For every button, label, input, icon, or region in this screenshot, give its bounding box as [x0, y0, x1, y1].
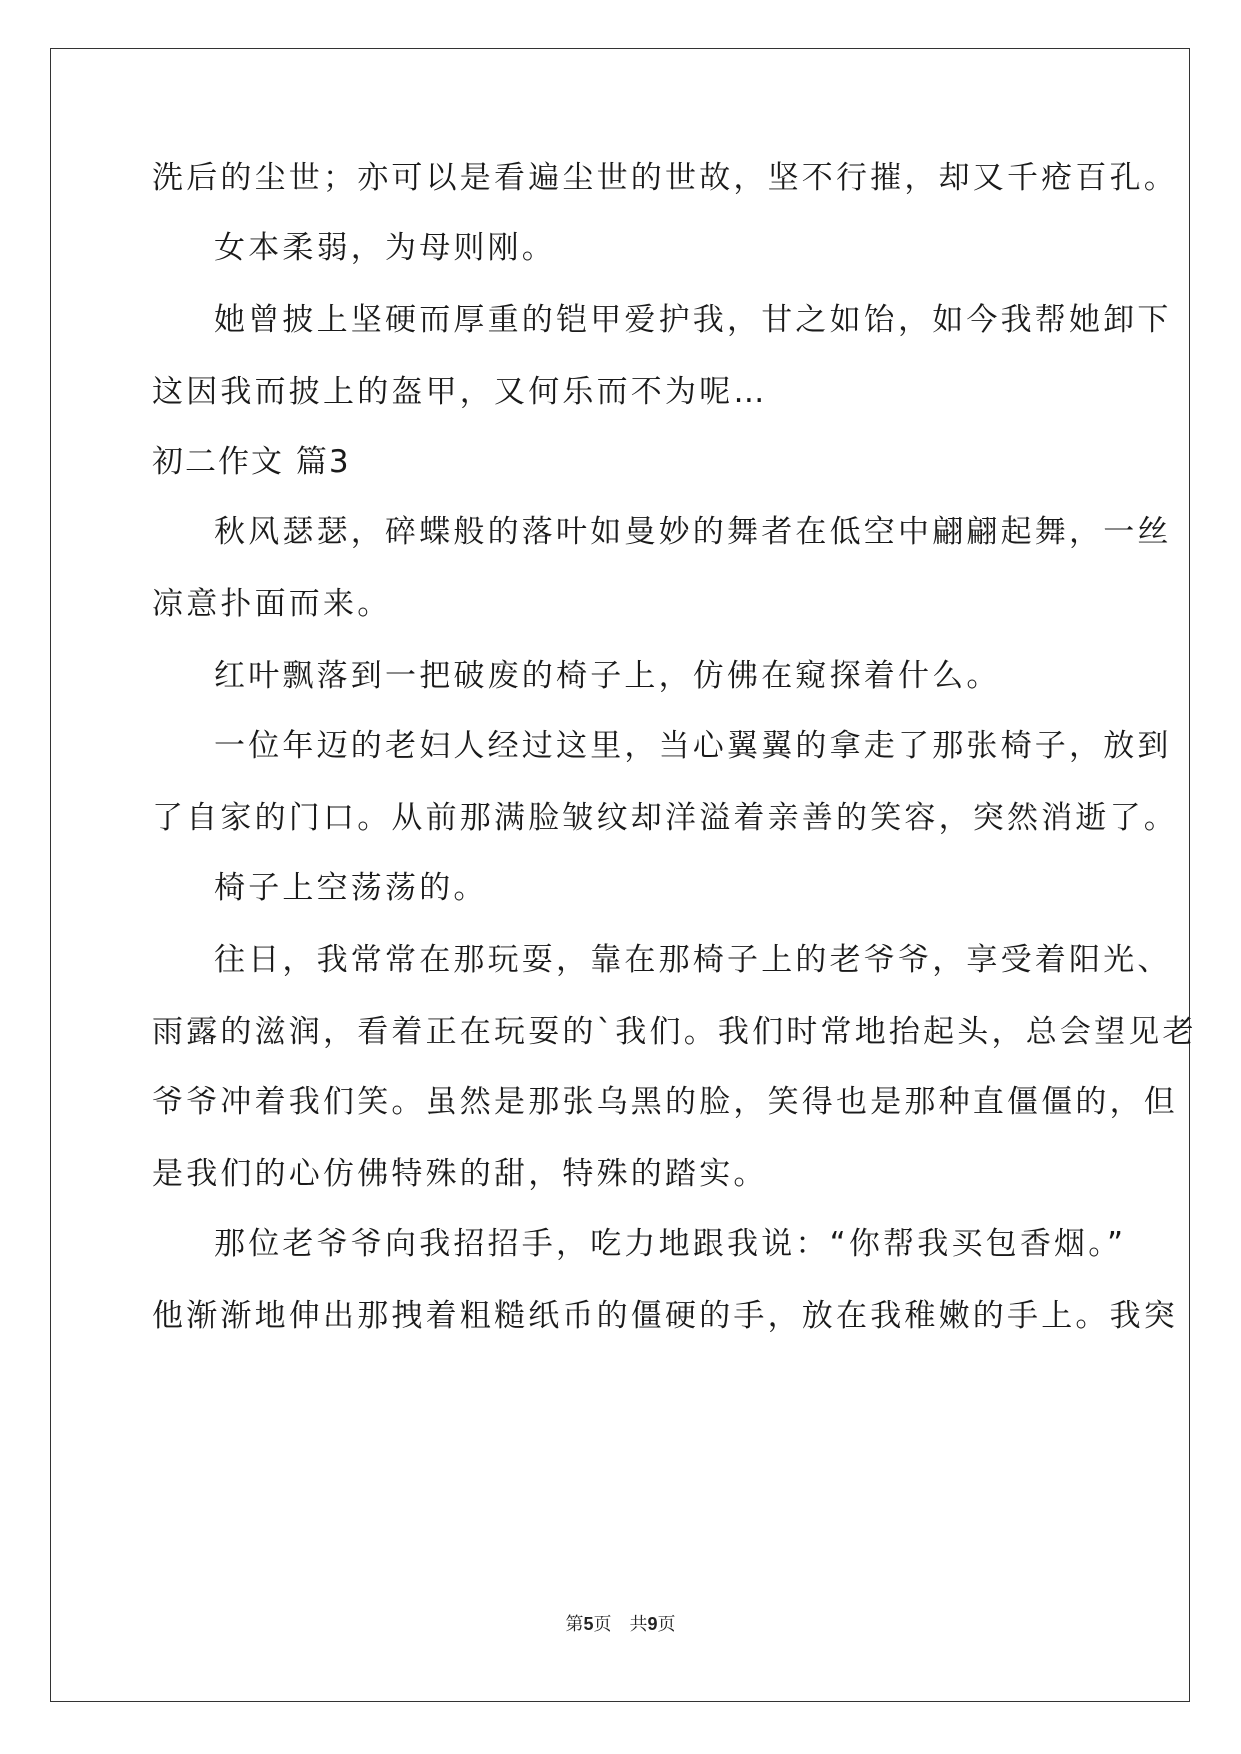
text-line: 那位老爷爷向我招招手，吃力地跟我说：“你帮我买包香烟。” [214, 1226, 1127, 1262]
section-heading: 初二作文 篇3 [152, 444, 351, 480]
text-line: 这因我而披上的盔甲，又何乐而不为呢… [152, 374, 768, 410]
text-line: 红叶飘落到一把破废的椅子上，仿佛在窥探着什么。 [214, 658, 1001, 694]
footer-middle: 页 共 [593, 1614, 648, 1635]
footer-suffix: 页 [657, 1614, 676, 1635]
text-line: 她曾披上坚硬而厚重的铠甲爱护我，甘之如饴，如今我帮她卸下 [214, 302, 1172, 338]
text-line: 椅子上空荡荡的。 [214, 870, 488, 906]
text-line: 他渐渐地伸出那拽着粗糙纸币的僵硬的手，放在我稚嫩的手上。我突 [152, 1298, 1178, 1334]
footer-prefix: 第 [565, 1614, 584, 1635]
text-line: 洗后的尘世；亦可以是看遍尘世的世故，坚不行摧，却又千疮百孔。 [152, 160, 1178, 196]
page-footer [0, 1612, 1241, 1637]
text-line: 一位年迈的老妇人经过这里，当心翼翼的拿走了那张椅子，放到 [214, 728, 1172, 764]
text-line: 女本柔弱，为母则刚。 [214, 230, 556, 266]
current-page-number: 5 [583, 1614, 594, 1634]
text-line: 爷爷冲着我们笑。虽然是那张乌黑的脸，笑得也是那种直僵僵的，但 [152, 1084, 1178, 1120]
text-line: 凉意扑面而来。 [152, 586, 392, 622]
text-line: 了自家的门口。从前那满脸皱纹却洋溢着亲善的笑容，突然消逝了。 [152, 800, 1178, 836]
text-line: 往日，我常常在那玩耍，靠在那椅子上的老爷爷，享受着阳光、 [214, 942, 1172, 978]
total-pages-number: 9 [647, 1614, 658, 1634]
text-line: 是我们的心仿佛特殊的甜，特殊的踏实。 [152, 1156, 768, 1192]
text-line: 雨露的滋润，看着正在玩耍的`我们。我们时常地抬起头，总会望见老 [152, 1014, 1197, 1050]
text-line: 秋风瑟瑟，碎蝶般的落叶如曼妙的舞者在低空中翩翩起舞，一丝 [214, 514, 1172, 550]
